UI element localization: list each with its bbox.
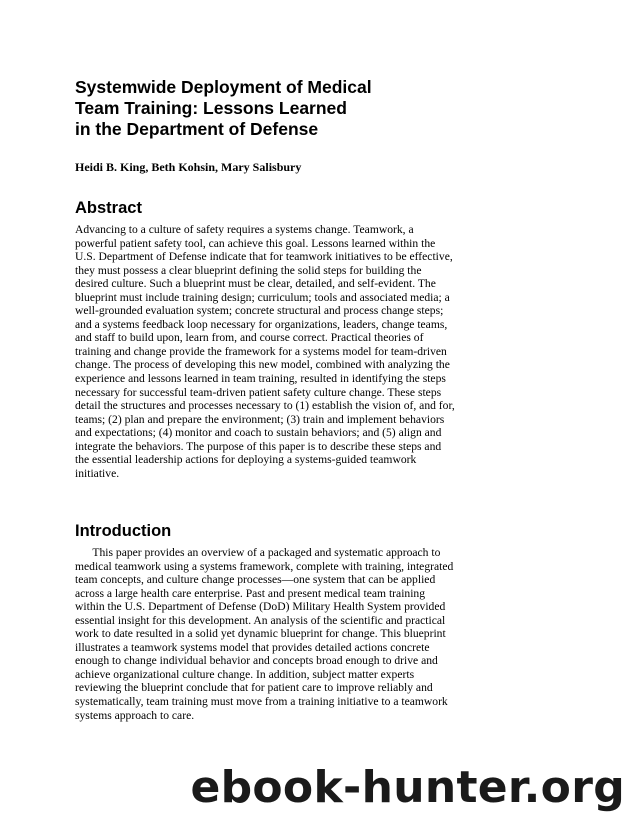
abstract-line: powerful patient safety tool, can achieve this goal. Lessons learned within the: [75, 236, 436, 250]
abstract-line: necessary for successful team-driven patient safety culture change. These steps: [75, 385, 442, 399]
abstract-line: the essential leadership actions for deploying a systems-guided teamwork: [75, 453, 417, 467]
abstract-line: change. The process of developing this new model, combined with analyzing the: [75, 358, 450, 372]
title-line: Team Training: Lessons Learned: [75, 98, 347, 118]
abstract-line: and a systems feedback loop necessary for organizations, leaders, change teams,: [75, 317, 448, 331]
introduction-line: essential insight for this development. An analysis of the scientific and practical: [75, 613, 446, 627]
introduction-line: achieve organizational culture change. In addition, subject matter experts: [75, 667, 415, 681]
abstract-body: [75, 223, 575, 480]
introduction-line: team concepts, and culture change processes—one system that can be applied: [75, 573, 436, 587]
watermark-text: ebook-hunter.org: [190, 762, 625, 813]
abstract-line: experience and lessons learned in team training, resulted in identifying the steps: [75, 372, 446, 386]
abstract-line: integrate the behaviors. The purpose of this paper is to describe these steps and: [75, 439, 442, 453]
abstract-heading: Abstract: [75, 199, 142, 217]
abstract-line: desired culture. Such a blueprint must be clear, detailed, and self-evident. The: [75, 277, 436, 291]
introduction-line: within the U.S. Department of Defense (DoD) Military Health System provided: [75, 600, 446, 614]
abstract-line: and expectations; (4) monitor and coach to sustain behaviors; and (5) align and: [75, 426, 442, 440]
introduction-line: enough to change individual behavior and concepts broad enough to drive and: [75, 654, 438, 668]
introduction-line: work to date resulted in a solid yet dynamic blueprint for change. This blueprint: [75, 627, 446, 641]
author-list: Heidi B. King, Beth Kohsin, Mary Salisbury: [75, 160, 302, 174]
introduction-line: reviewing the blueprint conclude that for patient care to improve reliably and: [75, 681, 433, 695]
abstract-line: training and change provide the framework for a systems model for team-driven: [75, 344, 447, 358]
abstract-line: detail the structures and processes necessary to (1) establish the vision of, and for,: [75, 399, 455, 413]
abstract-line: blueprint must include training design; curriculum; tools and associated media; a: [75, 290, 450, 304]
introduction-line: medical teamwork using a systems framework, complete with training, integrated: [75, 559, 454, 573]
paper-title: [75, 77, 495, 140]
abstract-line: and staff to build upon, learn from, and course correct. Practical theories of: [75, 331, 424, 345]
introduction-line: systematically, team training must move from a training initiative to a teamwork: [75, 695, 448, 709]
introduction-line: systems approach to care.: [75, 708, 195, 722]
introduction-body: [75, 546, 575, 722]
introduction-line: This paper provides an overview of a packaged and systematic approach to: [75, 546, 441, 559]
abstract-line: teams; (2) plan and prepare the environment; (3) train and implement behaviors: [75, 412, 445, 426]
introduction-line: illustrates a teamwork systems model that provides detailed actions concrete: [75, 640, 430, 654]
abstract-line: Advancing to a culture of safety requires a systems change. Teamwork, a: [75, 223, 414, 236]
introduction-heading: Introduction: [75, 522, 172, 540]
abstract-line: U.S. Department of Defense indicate that for teamwork initiatives to be effective,: [75, 250, 453, 264]
introduction-line: across a large health care enterprise. Past and present medical team training: [75, 586, 426, 600]
abstract-line: well-grounded evaluation system; concrete structural and process change steps;: [75, 304, 444, 318]
title-line: in the Department of Defense: [75, 119, 319, 139]
abstract-line: they must possess a clear blueprint defining the solid steps for building the: [75, 263, 422, 277]
abstract-line: initiative.: [75, 466, 120, 480]
title-line: Systemwide Deployment of Medical: [75, 77, 372, 97]
